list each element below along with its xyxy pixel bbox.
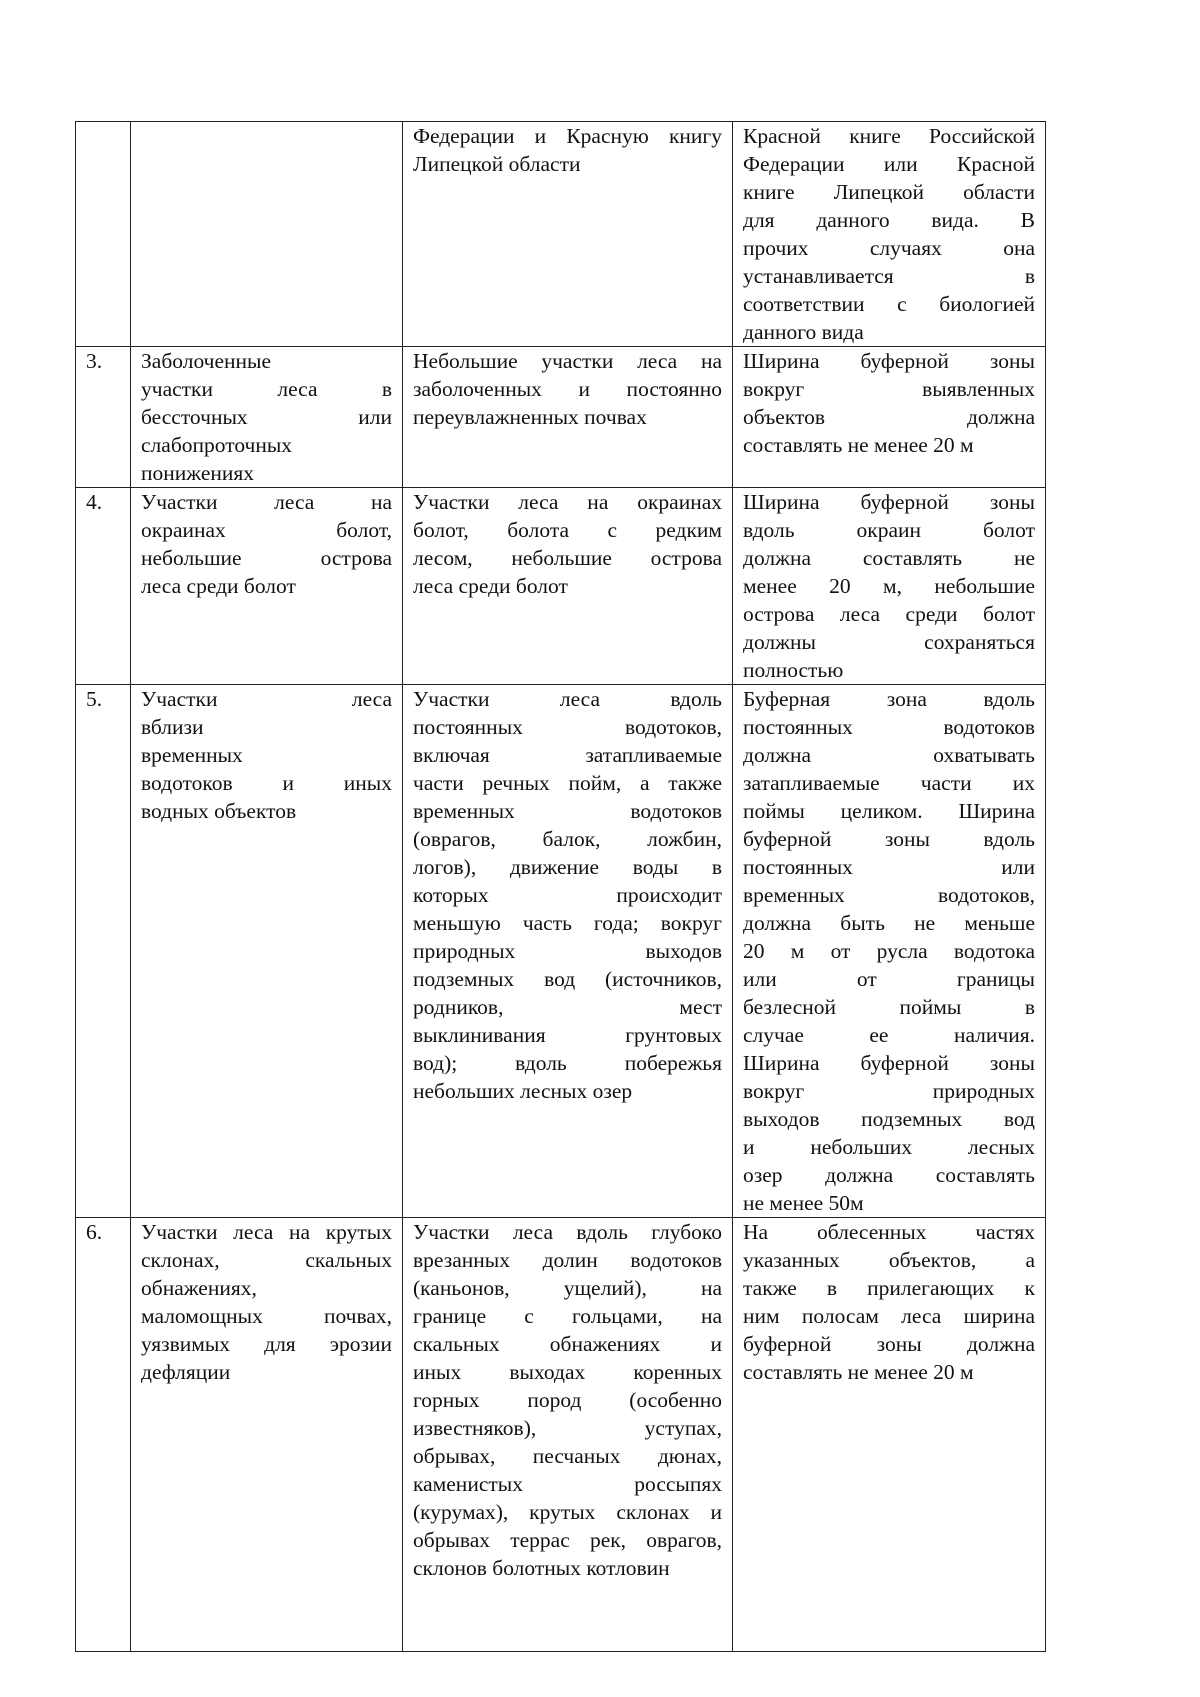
cell-text-line: склонах, скальных: [141, 1248, 392, 1272]
cell-text-line: каменистых россыпях: [413, 1472, 722, 1496]
cell-text-line: Буферная зона вдоль: [743, 687, 1035, 711]
cell-text-line: вокруг природных: [743, 1079, 1035, 1103]
row-number-cell: [76, 685, 131, 1218]
cell-text-line: случае ее наличия.: [743, 1023, 1035, 1047]
cell-text-line: обрывах, песчаных дюнах,: [413, 1444, 722, 1468]
cell-text-line: или от границы: [743, 967, 1035, 991]
row-number: 5.: [86, 687, 103, 711]
cell-text-line: понижениях: [141, 461, 255, 485]
cell-text-line: подземных вод (источников,: [413, 967, 722, 991]
cell-text-line: постоянных водотоков,: [413, 715, 722, 739]
table-body: [76, 122, 1046, 1652]
cell-text-line: границе с гольцами, на: [413, 1304, 722, 1328]
cell-text-line: временных водотоков,: [743, 883, 1035, 907]
cell-text-line: склонов болотных котловин: [413, 1556, 670, 1580]
cell-text-line: буферной зоны должна: [743, 1332, 1035, 1356]
table-row: [76, 347, 1046, 488]
cell-text-line: водотоков и иных: [141, 771, 392, 795]
table-row: [76, 1218, 1046, 1652]
cell-text-line: постоянных водотоков: [743, 715, 1035, 739]
cell-text-line: вдоль окраин болот: [743, 518, 1035, 542]
cell-text-line: соответствии с биологией: [743, 292, 1035, 316]
cell-text-line: Липецкой области: [413, 152, 581, 176]
buffer-cell: [733, 1218, 1046, 1652]
cell-text-line: болот, болота с редким: [413, 518, 722, 542]
table-row: [76, 685, 1046, 1218]
cell-text-line: На облесенных частях: [743, 1220, 1035, 1244]
cell-text-line: также в прилегающих к: [743, 1276, 1035, 1300]
cell-text-line: (курумах), крутых склонах и: [413, 1500, 722, 1524]
cell-text-line: дефляции: [141, 1360, 231, 1384]
cell-text-line: постоянных или: [743, 855, 1035, 879]
cell-text-line: безлесной поймы в: [743, 995, 1035, 1019]
cell-text-line: заболоченных и постоянно: [413, 377, 722, 401]
cell-text-line: Участки леса вдоль: [413, 687, 722, 711]
cell-text-line: Участки леса вдоль глубоко: [413, 1220, 722, 1244]
cell-text-line: Небольшие участки леса на: [413, 349, 722, 373]
row-number: 6.: [86, 1220, 103, 1244]
cell-text-line: небольшие острова: [141, 546, 392, 570]
row-number-cell: [76, 122, 131, 347]
cell-text-line: должна охватывать: [743, 743, 1035, 767]
cell-text-line: бессточных или: [141, 405, 392, 429]
cell-text-line: окраинах болот,: [141, 518, 392, 542]
cell-text-line: вблизи: [141, 715, 204, 739]
object-cell: [131, 685, 403, 1218]
cell-text-line: выклинивания грунтовых: [413, 1023, 722, 1047]
cell-text-line: поймы целиком. Ширина: [743, 799, 1035, 823]
buffer-cell: [733, 488, 1046, 685]
cell-text-line: врезанных долин водотоков: [413, 1248, 722, 1272]
cell-text-line: иных выходах коренных: [413, 1360, 722, 1384]
description-cell: [403, 122, 733, 347]
cell-text-line: временных водотоков: [413, 799, 722, 823]
cell-text-line: не менее 50м: [743, 1191, 864, 1215]
cell-text-line: составлять не менее 20 м: [743, 1360, 974, 1384]
cell-text-line: Федерации или Красной: [743, 152, 1035, 176]
cell-text-line: переувлажненных почвах: [413, 405, 647, 429]
row-number-cell: [76, 347, 131, 488]
cell-text-line: слабопроточных: [141, 433, 293, 457]
cell-text-line: Заболоченные: [141, 349, 271, 373]
buffer-cell: [733, 685, 1046, 1218]
cell-text-line: 20 м от русла водотока: [743, 939, 1035, 963]
cell-text-line: природных выходов: [413, 939, 722, 963]
cell-text-line: Федерации и Красную книгу: [413, 124, 722, 148]
cell-text-line: Ширина буферной зоны: [743, 349, 1035, 373]
cell-text-line: (оврагов, балок, ложбин,: [413, 827, 722, 851]
cell-text-line: леса среди болот: [141, 574, 296, 598]
cell-text-line: ним полосам леса ширина: [743, 1304, 1035, 1328]
cell-text-line: лесом, небольшие острова: [413, 546, 722, 570]
table-row: [76, 122, 1046, 347]
row-number-cell: [76, 1218, 131, 1652]
cell-text-line: острова леса среди болот: [743, 602, 1035, 626]
cell-text-line: уязвимых для эрозии: [141, 1332, 392, 1356]
cell-text-line: вод); вдоль побережья: [413, 1051, 722, 1075]
object-cell: [131, 122, 403, 347]
description-cell: [403, 347, 733, 488]
cell-text-line: для данного вида. В: [743, 208, 1035, 232]
cell-text-line: должна быть не меньше: [743, 911, 1035, 935]
cell-text-line: менее 20 м, небольшие: [743, 574, 1035, 598]
row-number-cell: [76, 488, 131, 685]
cell-text-line: объектов должна: [743, 405, 1035, 429]
cell-text-line: Участки леса на крутых: [141, 1220, 392, 1244]
cell-text-line: (каньонов, ущелий), на: [413, 1276, 722, 1300]
cell-text-line: Красной книге Российской: [743, 124, 1035, 148]
cell-text-line: должны сохраняться: [743, 630, 1035, 654]
cell-text-line: которых происходит: [413, 883, 722, 907]
cell-text-line: Участки леса: [141, 687, 392, 711]
object-cell: [131, 347, 403, 488]
cell-text-line: Участки леса на: [141, 490, 392, 514]
row-number: 3.: [86, 349, 103, 373]
cell-text-line: леса среди болот: [413, 574, 568, 598]
cell-text-line: меньшую часть года; вокруг: [413, 911, 722, 935]
cell-text-line: выходов подземных вод: [743, 1107, 1035, 1131]
cell-text-line: небольших лесных озер: [413, 1079, 633, 1103]
cell-text-line: данного вида: [743, 320, 864, 344]
cell-text-line: маломощных почвах,: [141, 1304, 392, 1328]
buffer-cell: [733, 347, 1046, 488]
table-row: [76, 488, 1046, 685]
description-cell: [403, 685, 733, 1218]
cell-text-line: временных: [141, 743, 243, 767]
row-number: 4.: [86, 490, 103, 514]
object-cell: [131, 1218, 403, 1652]
cell-text-line: должна составлять не: [743, 546, 1035, 570]
cell-text-line: составлять не менее 20 м: [743, 433, 974, 457]
cell-text-line: водных объектов: [141, 799, 297, 823]
cell-text-line: логов), движение воды в: [413, 855, 722, 879]
cell-text-line: части речных пойм, а также: [413, 771, 722, 795]
cell-text-line: участки леса в: [141, 377, 392, 401]
cell-text-line: Ширина буферной зоны: [743, 490, 1035, 514]
buffer-cell: [733, 122, 1046, 347]
cell-text-line: Участки леса на окраинах: [413, 490, 722, 514]
object-cell: [131, 488, 403, 685]
cell-text-line: скальных обнажениях и: [413, 1332, 722, 1356]
description-cell: [403, 488, 733, 685]
cell-text-line: известняков), уступах,: [413, 1416, 722, 1440]
cell-text-line: прочих случаях она: [743, 236, 1035, 260]
cell-text-line: обрывах террас рек, оврагов,: [413, 1528, 722, 1552]
cell-text-line: Ширина буферной зоны: [743, 1051, 1035, 1075]
document-page: [75, 121, 1045, 1652]
cell-text-line: родников, мест: [413, 995, 722, 1019]
cell-text-line: включая затапливаемые: [413, 743, 722, 767]
cell-text-line: обнажениях,: [141, 1276, 257, 1300]
cell-text-line: буферной зоны вдоль: [743, 827, 1035, 851]
cell-text-line: и небольших лесных: [743, 1135, 1035, 1159]
cell-text-line: вокруг выявленных: [743, 377, 1035, 401]
forest-protection-table: [75, 121, 1046, 1652]
cell-text-line: озер должна составлять: [743, 1163, 1035, 1187]
cell-text-line: устанавливается в: [743, 264, 1035, 288]
cell-text-line: указанных объектов, а: [743, 1248, 1035, 1272]
cell-text-line: книге Липецкой области: [743, 180, 1035, 204]
cell-text-line: затапливаемые части их: [743, 771, 1035, 795]
cell-text-line: полностью: [743, 658, 844, 682]
cell-text-line: горных пород (особенно: [413, 1388, 722, 1412]
description-cell: [403, 1218, 733, 1652]
